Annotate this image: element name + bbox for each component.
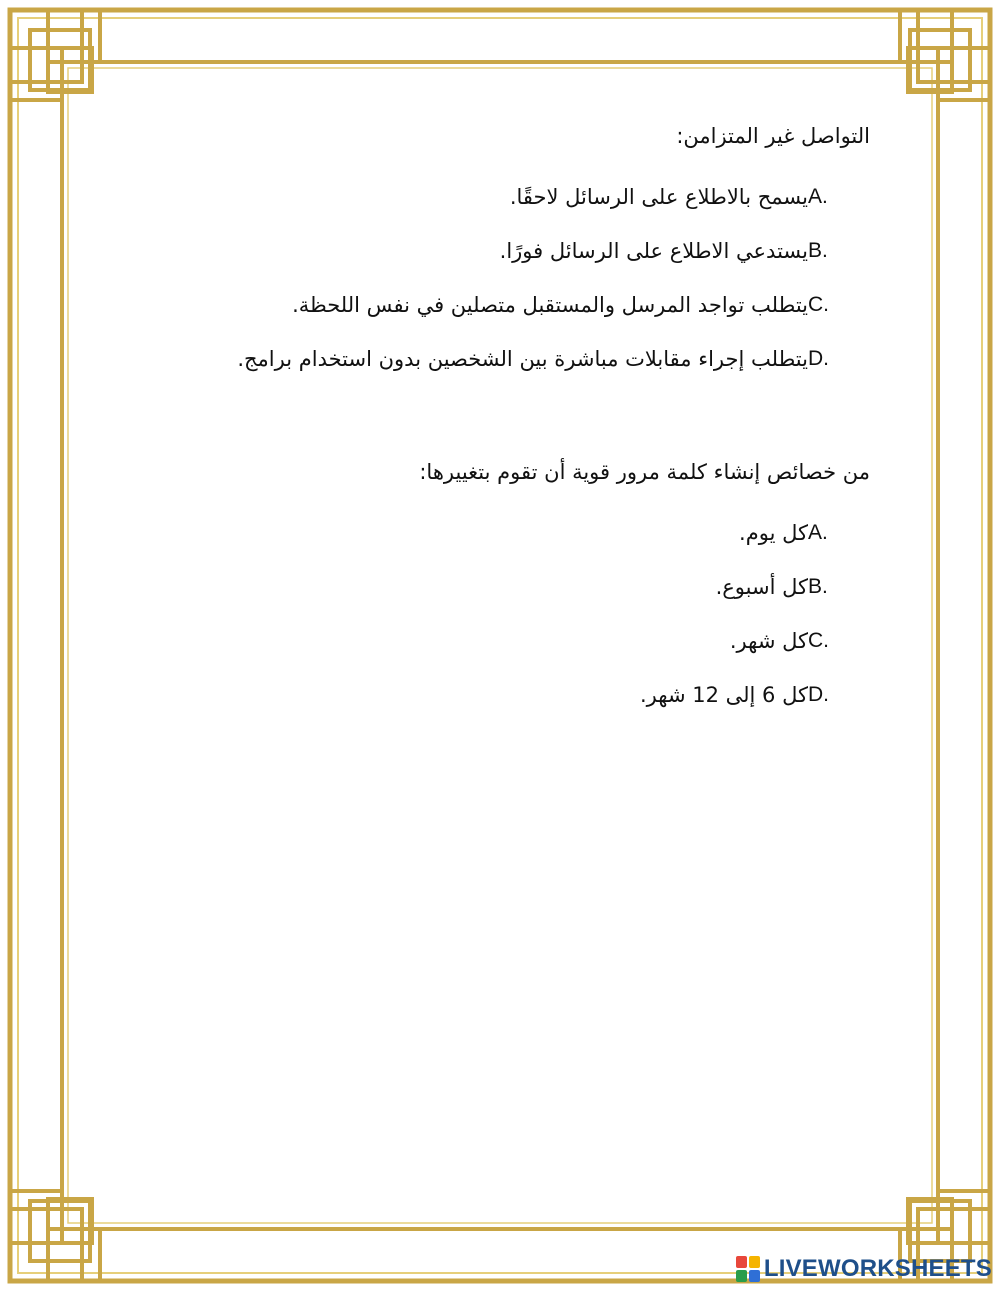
option-text: كل يوم. bbox=[739, 521, 808, 545]
option-text: يتطلب إجراء مقابلات مباشرة بين الشخصين بدون استخدام برامج. bbox=[237, 347, 808, 371]
question-2 bbox=[150, 452, 870, 722]
option-text: يسمح بالاطلاع على الرسائل لاحقًا. bbox=[509, 185, 808, 209]
liveworksheets-logo-icon bbox=[736, 1256, 760, 1282]
liveworksheets-branding[interactable] bbox=[736, 1255, 992, 1283]
liveworksheets-wordmark: LIVEWORKSHEETS bbox=[763, 1255, 992, 1282]
question-2-title: من خصائص إنشاء كلمة مرور قوية أن تقوم بتغييرها: bbox=[419, 460, 870, 484]
option-text: يستدعي الاطلاع على الرسائل فورًا. bbox=[499, 239, 808, 263]
option-letter: A. bbox=[808, 521, 828, 544]
option-letter: A. bbox=[808, 185, 828, 208]
option-letter: C. bbox=[808, 293, 829, 316]
frame-corner-lattice bbox=[48, 1199, 92, 1243]
option-text: يتطلب تواجد المرسل والمستقبل متصلين في نفس اللحظة. bbox=[292, 293, 808, 317]
question-2-option-c[interactable] bbox=[150, 614, 870, 668]
question-1-option-d[interactable] bbox=[150, 332, 870, 386]
question-1 bbox=[150, 116, 870, 386]
question-2-option-a[interactable] bbox=[150, 506, 870, 560]
question-1-option-a[interactable] bbox=[150, 170, 870, 224]
option-letter: B. bbox=[808, 575, 828, 598]
option-letter: D. bbox=[808, 683, 829, 706]
option-letter: C. bbox=[808, 629, 829, 652]
option-text: كل 6 إلى 12 شهر. bbox=[640, 683, 808, 707]
question-1-option-c[interactable] bbox=[150, 278, 870, 332]
option-letter: B. bbox=[808, 239, 828, 262]
question-2-option-b[interactable] bbox=[150, 560, 870, 614]
option-text: كل أسبوع. bbox=[715, 575, 808, 599]
frame-corner-lattice bbox=[908, 48, 952, 92]
frame-corner-lattice bbox=[48, 48, 92, 92]
question-2-option-d[interactable] bbox=[150, 668, 870, 722]
question-1-title: التواصل غير المتزامن: bbox=[676, 124, 870, 148]
frame-corner-lattice bbox=[908, 1199, 952, 1243]
question-1-option-b[interactable] bbox=[150, 224, 870, 278]
option-text: كل شهر. bbox=[729, 629, 808, 653]
option-letter: D. bbox=[808, 347, 829, 370]
